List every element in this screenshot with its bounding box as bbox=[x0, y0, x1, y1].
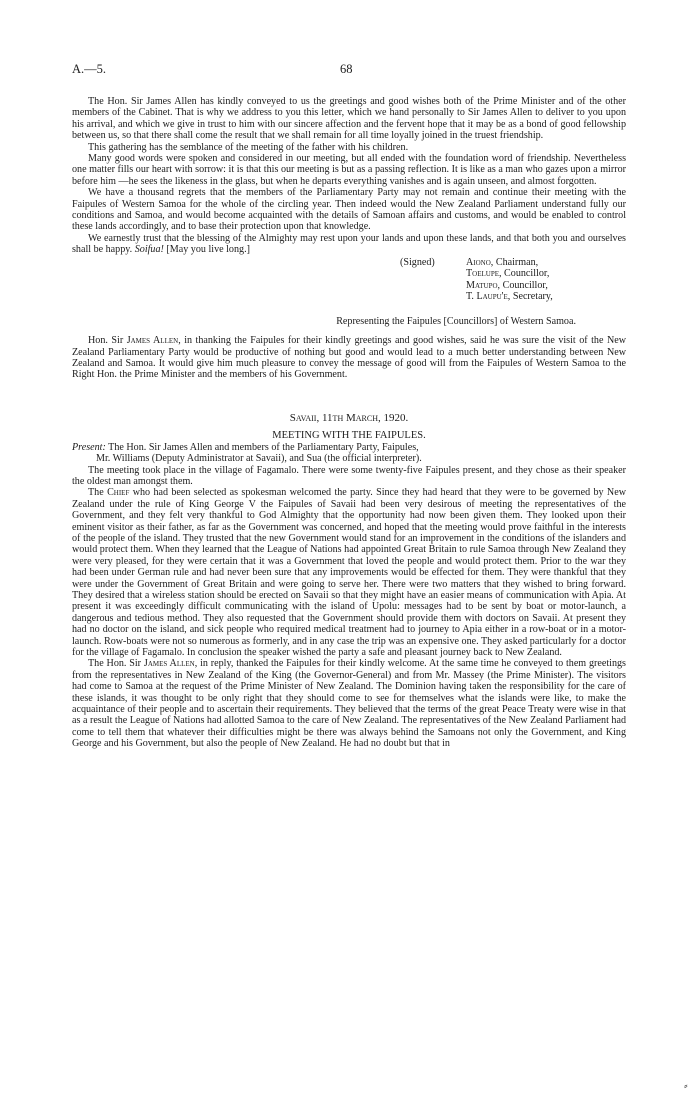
chief-speech-paragraph: The Chief who had been selected as spokesman welcomed the party. Since they had heard that they were to be governed by New Zealand under the rule of King George V the Faipules of Savaii had been very desirous of meeting the representatives of the Government, and they felt very thankful to God Almighty that the opportunity had now been given them. They looked upon their eminent visitor as their father, as far as the Government was concerned, and hoped that the meeting would prove faithful in the interests of the people of the island. They trusted that the new Government would stand for an improvement in the conditions of the islanders and would protect them. When they learned that the League of Nations had appointed Great Britain to rule Samoa through New Zealand they were very pleased, for they were certain that it was a Government that loved the people and would protect them. Prior to the war they had been under German rule and had never been sure that any improvements would be effected for them. They were thankful that they were under the Government of Great Britain and were going to serve her. There were two matters that they wished to bring forward. They desired that a wireless station should be erected on Savaii so that they might have an easier means of communication with Apia. At present it was exceedingly difficult communicating with the island of Upolu: messages had to be sent by boat or motor-launch, a dangerous and tedious method. They also requested that the Government should provide them with doctors on Savaii. At present they had no doctor on the island, and sick people who required medical treatment had to journey to Apia either in a row-boat or in a motor-launch. Row-boats were not so numerous as formerly, and in any case the trip was an expensive one. They asked particularly for a doctor for the village of Fagamalo. In conclusion the speaker wished the party a safe and pleasant journey back to New Zealand. bbox=[72, 487, 626, 659]
margin-mark: ⸗ bbox=[684, 1080, 688, 1092]
document-reference: A.—5. bbox=[72, 62, 107, 76]
signatory-name: Toelupe bbox=[466, 268, 499, 280]
representing-line: Representing the Faipules [Councillors] of Western Samoa. bbox=[336, 315, 576, 327]
signatory bbox=[466, 268, 553, 279]
present-line bbox=[72, 442, 626, 453]
letter-closing bbox=[72, 233, 626, 256]
signature-block bbox=[72, 257, 626, 315]
letter-paragraph: The Hon. Sir James Allen has kindly conveyed to us the greetings and good wishes both of the Prime Minister and of the other members of the Cabinet. That is why we address to you this letter, which we hand personally to Sir James Allen to deliver to you upon his arrival, and which we give in trust to him with our sincere affection and the fervent hope that it may be as a bond of good fellowship between us, so that there shall come the result that we shall remain for all time loyally joined in the truest friendship. bbox=[72, 96, 626, 142]
signatory-title: , Secretary, bbox=[507, 290, 553, 302]
present-line-continued: Mr. Williams (Deputy Administrator at Savaii), and Sua (the official interpreter). bbox=[96, 453, 422, 465]
present-text: The Hon. Sir James Allen and members of the Parliamentary Party, Faipules, bbox=[108, 441, 419, 453]
reply-text: , in thanking the Faipules for their kindly greetings and good wishes, said he was sure the visit of the New Zealand Parliamentary Party would be productive of nothing but good and would lead to a much better understanding between New Zealand and Samoa. It would give him much pleasure to convey the message of good will from the Faipules of Western Samoa to the Right Hon. the Prime Minister and the members of his Government. bbox=[72, 335, 627, 381]
letter-paragraph: Many good words were spoken and considered in our meeting, but all ended with the foundation word of friendship. Nevertheless one matter fills our heart with sorrow: it is that this our meeting is but as a passing reflection. It is like as a man who gazes upon a mirror before him —he sees the likeness in the glass, but when he departs everything vanishes and is again unseen, and almost forgotten. bbox=[72, 153, 626, 187]
signed-label: (Signed) bbox=[400, 256, 435, 268]
signatory bbox=[466, 257, 553, 268]
signatory-name: T. Laupu'e bbox=[466, 290, 508, 302]
signatory-title: , Councillor, bbox=[499, 268, 550, 280]
page-number: 68 bbox=[340, 62, 353, 76]
signatory-name: Aiono bbox=[466, 256, 491, 268]
page-header bbox=[72, 62, 624, 82]
present-attendees bbox=[72, 442, 626, 465]
section-dateline: Savaii, 11th March, 1920. bbox=[289, 411, 409, 424]
signatory-title: , Chairman, bbox=[490, 256, 539, 268]
chief-label: Chief bbox=[107, 487, 130, 499]
signatory-name: Matupo bbox=[466, 279, 498, 291]
document-body bbox=[72, 96, 626, 750]
signatory bbox=[466, 291, 553, 302]
meeting-paragraph: The meeting took place in the village of Fagamalo. There were some twenty-five Faipules present, and they chose as their speaker the oldest man amongst them. bbox=[72, 464, 626, 487]
signatory bbox=[466, 280, 553, 291]
speaker-name: James Allen bbox=[143, 658, 195, 670]
allen-response-paragraph: The Hon. Sir James Allen, in reply, thanked the Faipules for their kindly welcome. At the same time he conveyed to them greetings from the representatives in New Zealand of the King (the Governor-General) and from Mr. Massey (the Prime Minister). The visitors had come to Samoa at the request of the Prime Minister of New Zealand. The Dominion having taken the responsibility for the care of these islands, it was thought to be only right that they should come to see for themselves what the islands were like, to make the acquaintance of their people and to ascertain their requirements. They believed that the terms of the great Peace Treaty were wise in that as a result the League of Nations had allotted Samoa to the care of New Zealand. The representatives of the New Zealand Parliament had come to tell them that whatever their difficulties might be there was always behind the Samoans not only the Government, and King George and his Government, but also the people of New Zealand. He had no doubt but that in bbox=[72, 658, 626, 750]
faipules-letter bbox=[72, 96, 626, 256]
closing-translation: [May you live long.] bbox=[166, 244, 250, 256]
present-label: Present: bbox=[72, 441, 106, 453]
allen-reply-paragraph bbox=[72, 335, 626, 381]
closing-soifua: Soifua! bbox=[134, 244, 164, 256]
speaker-name: James Allen bbox=[126, 335, 179, 347]
letter-paragraph: This gathering has the semblance of the meeting of the father with his children. bbox=[88, 141, 409, 153]
signatory-title: , Councillor, bbox=[497, 279, 548, 291]
closing-text: We earnestly trust that the blessing of the Almighty may rest upon your lands and upon these lands, and that both you and ourselves shall be happy. bbox=[72, 232, 626, 256]
letter-paragraph: We have a thousand regrets that the members of the Parliamentary Party may not remain and continue their meeting with the Faipules of Western Samoa for the whole of the circling year. Then indeed would the New Zealand Parliament understand fully our conditions and Samoa, and would become acquainted with the details of Samoan affairs and customs, and would be enabled to control these lands accordingly, and to base their protection upon that knowledge. bbox=[72, 187, 626, 233]
section-heading: MEETING WITH THE FAIPULES. bbox=[272, 429, 426, 441]
reply-prefix: Hon. Sir bbox=[88, 335, 124, 347]
signatory-list bbox=[466, 257, 553, 303]
